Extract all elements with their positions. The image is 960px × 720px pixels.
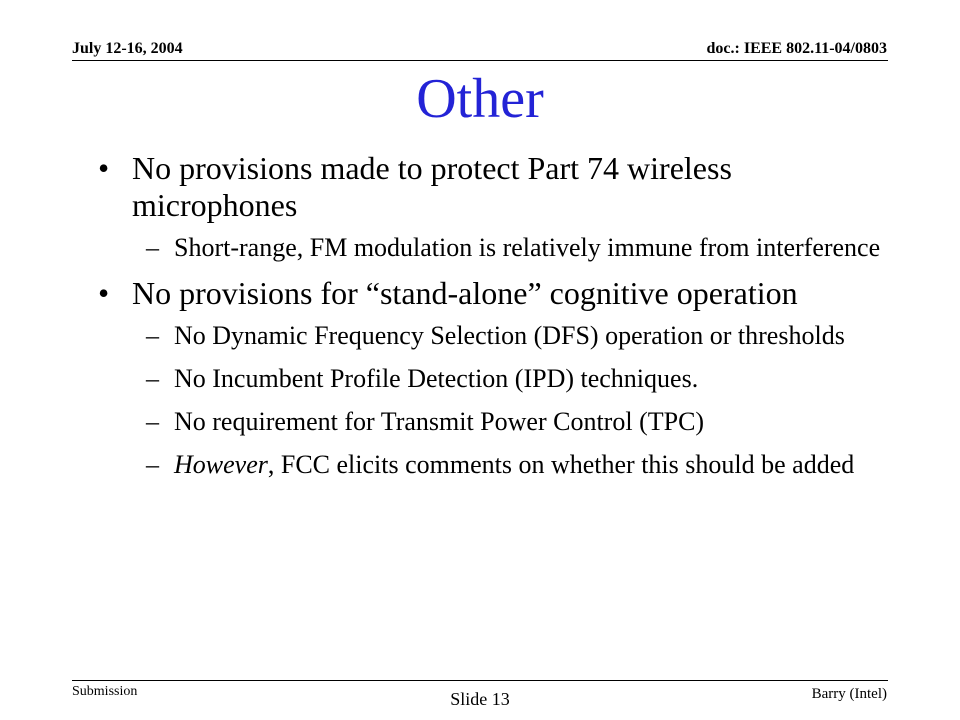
header-rule (72, 60, 888, 61)
footer-submission: Submission (72, 684, 138, 699)
bullet-text: No provisions made to protect Part 74 wireless microphones (132, 150, 732, 223)
header-date: July 12-16, 2004 (72, 40, 183, 57)
bullet-dot-icon: • (98, 275, 110, 311)
bullet-item (98, 275, 898, 312)
sub-item-text: Short-range, FM modulation is relatively immune from interference (174, 233, 881, 262)
sub-item (98, 363, 898, 394)
sub-item (98, 232, 898, 263)
sub-item (98, 320, 898, 351)
dash-icon: – (146, 321, 159, 350)
slide-title: Other (416, 68, 544, 130)
sub-item-text: No Incumbent Profile Detection (IPD) techniques. (174, 364, 699, 393)
sub-item-text: No requirement for Transmit Power Control (TPC) (174, 407, 705, 436)
footer-author: Barry (Intel) (811, 686, 887, 702)
sub-list (98, 320, 898, 480)
dash-icon: – (146, 407, 159, 436)
header-doc-id: doc.: IEEE 802.11-04/0803 (706, 40, 887, 57)
sub-item-text: , FCC elicits comments on whether this should be added (267, 450, 855, 479)
dash-icon: – (146, 233, 159, 262)
slide-number: Slide 13 (450, 689, 510, 709)
bullet-item (98, 150, 898, 224)
slide-content (98, 150, 898, 492)
footer-rule (72, 680, 888, 681)
dash-icon: – (146, 364, 159, 393)
dash-icon: – (146, 450, 159, 479)
sub-item-italic: However (174, 450, 268, 479)
sub-item (98, 449, 898, 480)
sub-item (98, 406, 898, 437)
sub-item-text: No Dynamic Frequency Selection (DFS) operation or thresholds (174, 321, 845, 350)
sub-list (98, 232, 898, 263)
bullet-dot-icon: • (98, 150, 110, 186)
bullet-text: No provisions for “stand-alone” cognitive operation (132, 275, 798, 311)
